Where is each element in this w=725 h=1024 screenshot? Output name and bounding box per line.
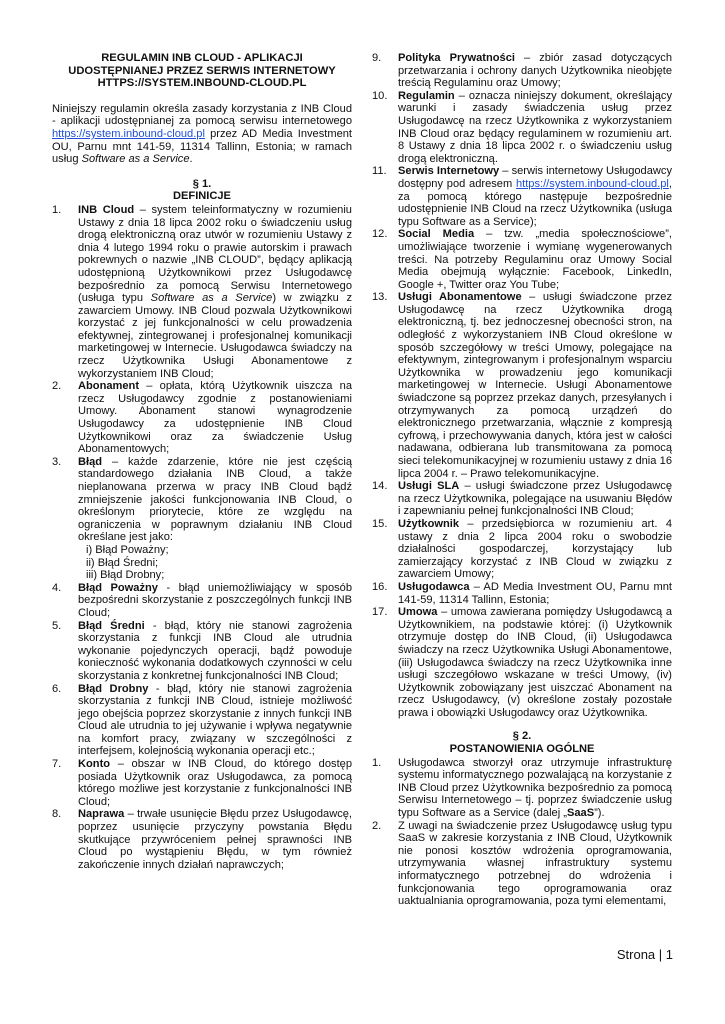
item-term: Usługodawca — [398, 580, 470, 593]
list-item — [372, 606, 672, 719]
item-text: – obszar w INB Cloud, do którego dostęp posiada Użytkownik oraz Usługodawca, za pomocą którego możliwe jest korzystanie z funkcjonalności INB Cloud; — [78, 758, 352, 808]
item-number: 5. — [52, 619, 62, 632]
item-term: Social Media — [398, 228, 475, 241]
item-term: Usługi SLA — [398, 480, 460, 493]
item-italic: Software as a Service — [150, 292, 273, 305]
item-term: Regulamin — [398, 89, 455, 102]
intro-italic: Software as a Service — [81, 153, 190, 166]
list-item — [372, 518, 672, 581]
section-gap — [372, 719, 672, 730]
list-item — [52, 204, 352, 380]
item-text: – usługi świadczone przez Usługodawcę na rzecz Użytkownika, polegające na usuwaniu Błędów i zapewnianiu pełnej funkcjonalności INB Cloud; — [398, 480, 672, 518]
title-line: UDOSTĘPNIANEJ PRZEZ SERWIS INTERNETOWY — [68, 64, 336, 77]
item-text: – tzw. „media społecznościowe”, umożliwiające tworzenie i wymianę wygenerowanych treści. Na potrzeby Regulaminu oraz Umowy Social Media obejmują wyłącznie: Facebook, LinkedIn, Google +, Twitter oraz You Tube; — [398, 228, 672, 291]
service-link[interactable]: https://system.inbound-cloud.pl — [52, 127, 205, 140]
sub-item: i) Błąd Poważny; — [86, 543, 169, 556]
section-2-title: POSTANOWIENIA OGÓLNE — [449, 743, 595, 756]
item-term: Konto — [78, 758, 111, 771]
section-2-number: § 2. — [512, 730, 532, 743]
list-item — [372, 291, 672, 480]
list-item — [52, 758, 352, 808]
item-text: Usługodawca stworzył oraz utrzymuje infrastrukturę systemu informatycznego pozwalającą na korzystanie z INB Cloud przez Użytkownika bezpośrednio za pomocą Serwisu Internetowego – tj. poprzez świadczenie usług typu Software as a Service (dalej „ — [398, 756, 672, 820]
right-column — [372, 52, 672, 908]
item-text: - błąd uniemożliwiający w sposób bezpośredni skorzystanie z poszczególnych funkcji INB Cloud; — [78, 581, 352, 619]
item-text: – opłata, którą Użytkownik uiszcza na rzecz Usługodawcy zgodnie z postanowieniami Umowy. Abonament stanowi wynagrodzenie Usługodawcy za udostępnienie INB Cloud Użytkownikowi oraz za świadczenie Usług Abonamentowych; — [78, 380, 352, 456]
document-title — [52, 52, 352, 90]
item-number: 9. — [372, 52, 382, 64]
item-text: - błąd, który nie stanowi zagrożenia skorzystania z funkcji INB Cloud ale utrudnia wykonanie pojedynczych operacji, bądź powoduje konieczność wykonania dodatkowych czynności w celu skorzystania z konkretnej funkcjonalności INB Cloud; — [78, 619, 352, 682]
item-number: 1. — [52, 203, 62, 216]
error-levels-list — [78, 544, 352, 582]
definitions-list-right — [372, 52, 672, 719]
item-number: 8. — [52, 808, 62, 821]
item-number: 3. — [52, 455, 62, 468]
list-item — [52, 683, 352, 759]
item-number: 15. — [372, 517, 388, 530]
item-number: 6. — [52, 682, 62, 695]
item-text: ) w związku z zawarciem Umowy. INB Cloud pozwala Użytkownikowi korzystać z jej funkcjonalności w celu prowadzenia efektywnej, zintegrowanej i profesjonalnej komunikacji marketingowej w Internecie. Usługodawca świadczy na rzecz Użytkownika Usługi Abonamentowe z wykorzystaniem INB Cloud; — [78, 292, 352, 380]
intro-text: Niniejszy regulamin określa zasady korzystania z INB Cloud - aplikacji udostępnianej za pomocą serwisu internetowego — [52, 102, 352, 128]
item-term: Błąd Drobny — [78, 682, 149, 695]
item-term: Błąd — [78, 455, 103, 468]
list-item — [372, 228, 672, 291]
list-item — [52, 620, 352, 683]
item-term: Naprawa — [78, 808, 125, 821]
list-item — [372, 480, 672, 518]
item-text: – przedsiębiorca w rozumieniu art. 4 ustawy z dnia 2 lipca 2004 roku o swobodzie działalności gospodarczej, korzystający lub zamierzający korzystać z INB Cloud w związku z zawarciem Umowy; — [398, 517, 672, 581]
item-term: Błąd Średni — [78, 619, 145, 632]
item-text: – AD Media Investment OU, Parnu mnt 141-59, 11314 Tallinn, Estonia; — [398, 580, 672, 606]
definitions-list-left — [52, 204, 352, 871]
item-term: Polityka Prywatności — [398, 52, 515, 64]
general-provisions-list — [372, 757, 672, 908]
item-number: 1. — [372, 756, 382, 769]
item-text: – każde zdarzenie, które nie jest częścią standardowego działania INB Cloud, a także nieplanowana przerwa w pracy INB Cloud bądź zmniejszenie jakości funkcjonowania INB Cloud, o określonym priorytecie, które ze względu na ograniczenia w poprawnym działaniu INB Cloud określane jest jako: — [78, 455, 352, 544]
list-item — [372, 757, 672, 820]
intro-text: przez AD Media Investment OU, Parnu mnt 141-59, 11314 Tallinn, Estonia; w ramach usług — [52, 127, 352, 166]
intro-text: . — [189, 153, 193, 166]
list-item — [372, 165, 672, 228]
item-number: 11. — [372, 165, 387, 178]
item-text: – system teleinformatyczny w rozumieniu Ustawy z dnia 18 lipca 2002 roku o świadczeniu usług drogą elektroniczną oraz utwór w rozumieniu Ustawy z dnia 4 lutego 1994 roku o prawie autorskim i prawach pokrewnych o nazwie „INB CLOUD”, będący aplikacją udostępnioną Użytkownikowi przez Usługodawcę bezpośrednio za pomocą Serwisu Internetowego (usługa typu — [78, 203, 352, 305]
item-text: – zbiór zasad dotyczących przetwarzania i ochrony danych Użytkownika nieobjęte treścią Regulaminu oraz Umowy; — [398, 52, 672, 90]
title-line: HTTPS://SYSTEM.INBOUND-CLOUD.PL — [97, 77, 307, 90]
item-term: Użytkownik — [398, 517, 460, 530]
item-term: Umowa — [398, 606, 438, 619]
list-item — [52, 808, 352, 871]
section-1-title: DEFINICJE — [173, 190, 231, 203]
list-item — [52, 456, 352, 582]
left-column — [52, 52, 352, 871]
item-text: , za pomocą którego następuje bezpośrednie udostępnienie INB Cloud na rzecz Użytkownika (usługa typu Software as a Service); — [398, 177, 672, 228]
item-term: SaaS — [566, 807, 595, 820]
title-line: REGULAMIN INB CLOUD - APLIKACJI — [101, 52, 303, 64]
list-item — [372, 52, 672, 90]
item-number: 2. — [372, 819, 382, 832]
list-item — [372, 820, 672, 908]
item-text: ”). — [594, 807, 605, 820]
item-number: 17. — [372, 606, 388, 619]
item-number: 12. — [372, 228, 388, 241]
item-number: 16. — [372, 580, 388, 593]
item-number: 14. — [372, 480, 388, 493]
item-term: INB Cloud — [78, 203, 135, 216]
item-term: Błąd Poważny — [78, 581, 158, 594]
item-text: – oznacza niniejszy dokument, określający warunki i zasady świadczenia usług przez Usługodawcę na rzecz Użytkownika z wykorzystaniem INB Cloud oraz będący regulaminem w rozumieniu art. 8 Ustawy z dnia 18 lipca 2002 r. o świadczeniu usług drogą elektroniczną. — [398, 89, 672, 165]
list-item — [52, 380, 352, 456]
item-text: – trwałe usunięcie Błędu przez Usługodawcę, poprzez usunięcie przyczyny powstania Błędu skutkujące przywróceniem pełnej sprawności INB Cloud po wystąpieniu Błędu, w tym również zakończenie innych działań naprawczych; — [78, 808, 352, 871]
item-term: Serwis Internetowy — [398, 165, 500, 178]
item-text: – serwis internetowy Usługodawcy dostępny pod adresem — [398, 165, 672, 190]
service-link[interactable]: https://system.inbound-cloud.pl — [515, 177, 669, 190]
page-number: Strona | 1 — [616, 947, 673, 962]
item-text: – usługi świadczone przez Usługodawcę na rzecz Użytkownika drogą elektroniczną, tj. bez jednoczesnej obecności stron, na odległość z wykorzystaniem INB Cloud określone w sposób szczegółowy w treści Umowy, polegające na efektywnym, zintegrowanym i profesjonalnym wsparciu Użytkownika w prowadzeniu jego komunikacji marketingowej w Internecie. Usługi Abonamentowe świadczone są poprzez przekaz danych, przesyłanych i otrzymywanych za pomocą urządzeń do elektronicznego przetwarzania, włącznie z kompresją cyfrową, i przechowywania danych, która jest w całości nadawana, odbierana lub transmitowana za pomocą sieci telekomunikacyjnej w rozumieniu ustawy z dnia 16 lipca 2004 r. – Prawo telekomunikacyjne. — [398, 291, 673, 480]
sub-item: iii) Błąd Drobny; — [86, 569, 165, 582]
item-term: Abonament — [78, 380, 140, 393]
item-number: 2. — [52, 380, 62, 393]
item-number: 10. — [372, 89, 388, 102]
sub-item: ii) Błąd Średni; — [86, 556, 159, 569]
list-item — [372, 581, 672, 606]
item-number: 4. — [52, 581, 62, 594]
list-item — [52, 582, 352, 620]
list-item — [372, 90, 672, 166]
item-number: 7. — [52, 758, 62, 771]
item-term: Usługi Abonamentowe — [398, 291, 522, 304]
item-text: – umowa zawierana pomiędzy Usługodawcą a Użytkownikiem, na podstawie której: (i) Użytkownik otrzymuje dostęp do INB Cloud, (ii) Usługodawca świadczy na rzecz Użytkownika Usługi Abonamentowe, (iii) Usługodawca świadczy na rzecz Użytkownika inne usługi szczegółowo wskazane w treści Umowy, (iv) Użytkownik zobowiązany jest uiszczać Abonament na rzecz Usługodawcy, (v) określone zostały pozostałe prawa i obowiązki Usługodawcy oraz Użytkownika. — [398, 606, 672, 719]
section-1-number: § 1. — [192, 177, 212, 190]
item-text: - błąd, który nie stanowi zagrożenia skorzystania z funkcji INB Cloud, istnieje możliwość jego obejścia poprzez skorzystanie z innych funkcji INB Cloud ale utrudnia to jej używanie i wpływa negatywnie na komfort pracy, związany w szczególności z interfejsem, kolejnością wykonania operacji etc.; — [78, 682, 352, 758]
item-number: 13. — [372, 291, 388, 304]
intro-paragraph — [52, 103, 352, 166]
item-text: Z uwagi na świadczenie przez Usługodawcę usług typu SaaS w zakresie korzystania z INB Cloud, Użytkownik nie ponosi kosztów wdrożenia oprogramowania, utrzymywania własnej infrastruktury systemu informatycznego potrzebnej do wdrożenia i funkcjonowania tego oprogramowania oraz uaktualniania oprogramowania, poza tymi elementami, — [398, 819, 672, 908]
